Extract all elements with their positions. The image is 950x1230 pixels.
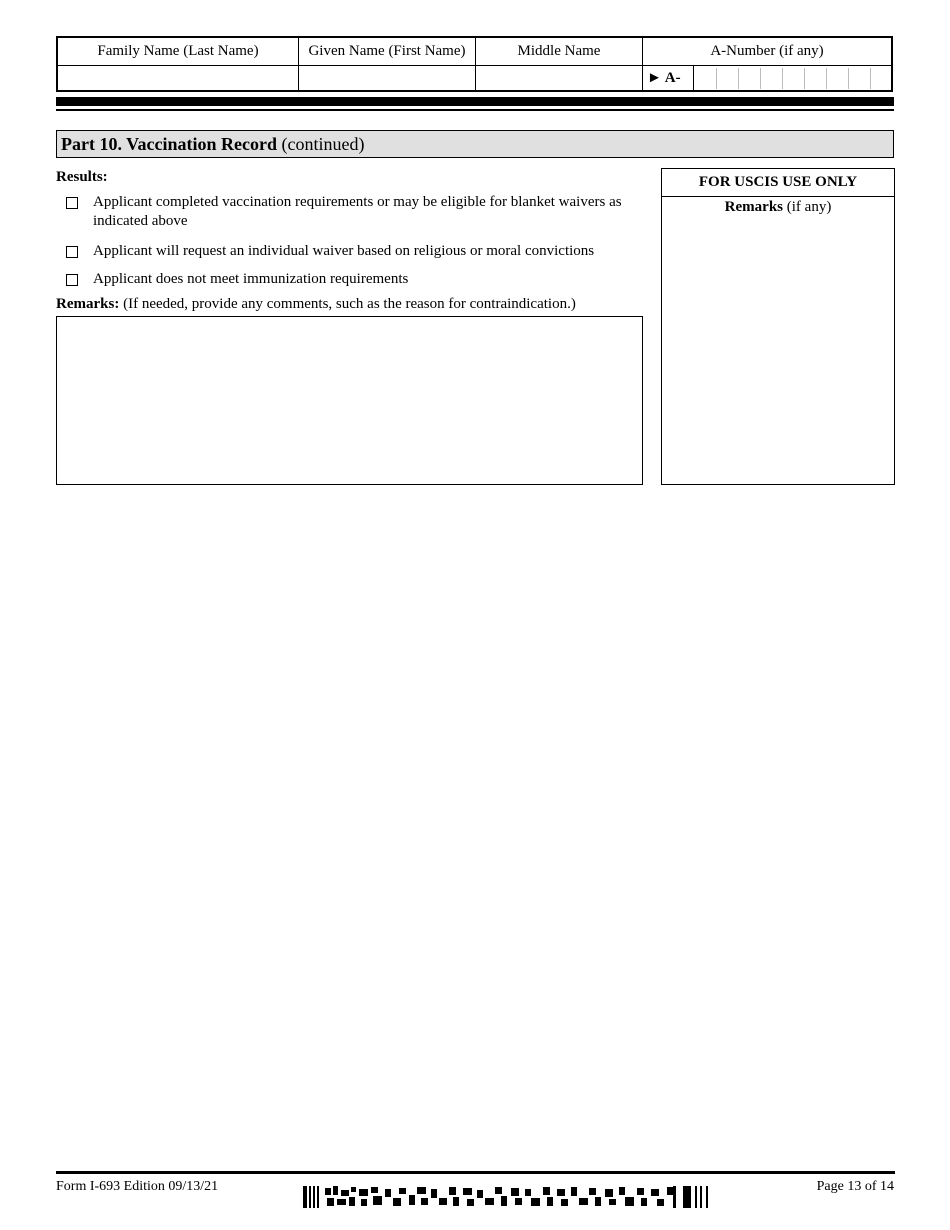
- a-number-prefix: ► A-: [647, 70, 681, 86]
- uscis-title: FOR USCIS USE ONLY: [662, 169, 894, 197]
- a-number-label: A-Number (if any): [710, 43, 824, 59]
- form-edition: Form I-693 Edition 09/13/21: [56, 1179, 219, 1194]
- given-name-field[interactable]: [299, 65, 476, 92]
- remarks-label-bold: Remarks:: [56, 296, 120, 312]
- remarks-instruction: [56, 296, 576, 313]
- header-divider-thin: [56, 109, 894, 111]
- digit-box-divider: [870, 68, 871, 89]
- given-name-label: Given Name (First Name): [299, 38, 476, 65]
- uscis-remarks-rest: (if any): [783, 199, 832, 215]
- barcode-image: [303, 1186, 713, 1208]
- header-label-row: [58, 38, 891, 66]
- family-name-field[interactable]: [58, 65, 299, 92]
- results-label: Results:: [56, 169, 108, 185]
- applicant-header-table: [56, 36, 893, 92]
- checkbox[interactable]: [66, 246, 78, 258]
- uscis-remarks-label: [662, 197, 894, 217]
- result-option-completed[interactable]: [66, 193, 646, 233]
- digit-box-divider: [804, 68, 805, 89]
- result-option-not-met[interactable]: [66, 270, 646, 290]
- middle-name-field[interactable]: [476, 65, 643, 92]
- digit-box-divider: [716, 68, 717, 89]
- a-number-digit-boxes: [693, 65, 891, 92]
- page-number: Page 13 of 14: [816, 1179, 894, 1194]
- uscis-remarks-bold: Remarks: [724, 199, 783, 215]
- a-number-field[interactable]: [643, 65, 891, 92]
- part-title-rest: (continued): [276, 134, 365, 154]
- result-option-label: Applicant will request an individual waiver based on religious or moral convictions: [93, 243, 595, 259]
- checkbox[interactable]: [66, 197, 78, 209]
- header-divider-thick: [56, 97, 894, 106]
- footer-rule: [56, 1171, 895, 1174]
- header-input-row: [58, 65, 891, 92]
- remarks-textarea[interactable]: [56, 316, 643, 485]
- digit-box-divider: [848, 68, 849, 89]
- digit-box-divider: [738, 68, 739, 89]
- digit-box-divider: [826, 68, 827, 89]
- middle-name-label: Middle Name: [476, 38, 643, 65]
- checkbox[interactable]: [66, 274, 78, 286]
- remarks-label-rest: (If needed, provide any comments, such as the reason for contraindication.): [119, 296, 576, 312]
- result-option-label: Applicant does not meet immunization requirements: [93, 271, 409, 287]
- part-title-bold: Part 10. Vaccination Record: [61, 134, 277, 154]
- result-option-individual-waiver[interactable]: [66, 242, 646, 262]
- family-name-label: Family Name (Last Name): [58, 38, 299, 65]
- uscis-use-only-box: [661, 168, 895, 485]
- digit-box-divider: [760, 68, 761, 89]
- digit-box-divider: [782, 68, 783, 89]
- part-10-title: [56, 130, 894, 158]
- result-option-label: Applicant completed vaccination requirements or may be eligible for blanket waivers as indicated above: [93, 194, 622, 229]
